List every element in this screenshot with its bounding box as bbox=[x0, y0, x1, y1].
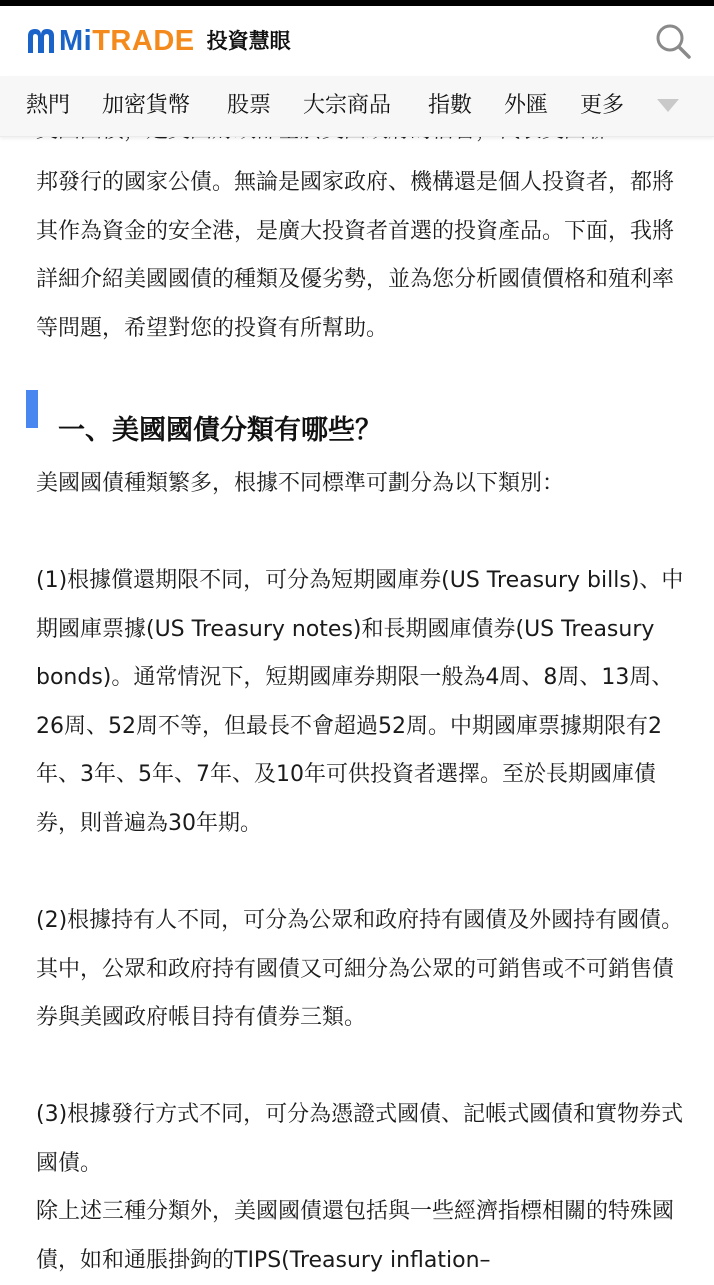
article-body bbox=[36, 136, 686, 1280]
site-header bbox=[0, 6, 714, 76]
logo-trade: TRADE bbox=[92, 25, 195, 57]
chevron-down-icon[interactable] bbox=[657, 99, 679, 112]
article-intro: 邦發行的國家公債。無論是國家政府、機構還是個人投資者，都將其作為資金的安全港，是廣大投資者首選的投資產品。下面，我將詳細介紹美國國債的種類及優劣勢，並為您分析國債價格和殖利率等問題，希望對您的投資有所幫助。 bbox=[36, 170, 675, 341]
article-paragraph-holder: (2)根據持有人不同，可分為公眾和政府持有國債及外國持有國債。其中，公眾和政府持有國債又可細分為公眾的可銷售或不可銷售債券與美國政府帳目持有債券三類。 bbox=[36, 908, 684, 1030]
category-nav bbox=[0, 76, 714, 137]
mitrade-logo-icon bbox=[26, 26, 56, 56]
article-paragraph-issuance: (3)根據發行方式不同，可分為憑證式國債、記帳式國債和實物券式國債。 bbox=[36, 1102, 684, 1176]
article-paragraph-special: 除上述三種分類外，美國國債還包括與一些經濟指標相關的特殊國債，如和通脹掛鉤的TIPS(Treasury inflation– bbox=[36, 1199, 675, 1273]
nav-item-stocks[interactable]: 股票 bbox=[227, 93, 272, 118]
logo-mi: Mi bbox=[59, 25, 93, 57]
logo-wordmark bbox=[59, 24, 195, 58]
nav-item-indices[interactable]: 指數 bbox=[428, 93, 473, 118]
nav-item-more[interactable]: 更多 bbox=[580, 93, 625, 118]
nav-item-hot[interactable]: 熱門 bbox=[26, 93, 71, 118]
nav-item-forex[interactable]: 外匯 bbox=[504, 93, 549, 118]
site-logo[interactable] bbox=[26, 24, 291, 58]
nav-item-commodities[interactable]: 大宗商品 bbox=[303, 93, 392, 118]
logo-subtitle: 投資慧眼 bbox=[206, 29, 291, 53]
nav-item-crypto[interactable]: 加密貨幣 bbox=[102, 93, 191, 118]
search-icon[interactable] bbox=[654, 22, 692, 60]
heading-accent-bar bbox=[26, 390, 38, 428]
article-paragraph-maturity: (1)根據償還期限不同，可分為短期國庫券(US Treasury bills)、中期國庫票據(US Treasury notes)和長期國庫債券(US Treasury bonds)。通常情況下，短期國庫券期限一般為4周、8周、13周、26周、52周不等，但最長不會超過52周。中期國庫票據期限有2年、3年、5年、7年、及10年可供投資者選擇。至於長期國庫債券，則普遍為30年期。 bbox=[36, 568, 684, 836]
article-paragraph-overview: 美國國債種類繁多，根據不同標準可劃分為以下類別： bbox=[36, 471, 565, 496]
section-heading: 一、美國國債分類有哪些？ bbox=[58, 415, 382, 447]
